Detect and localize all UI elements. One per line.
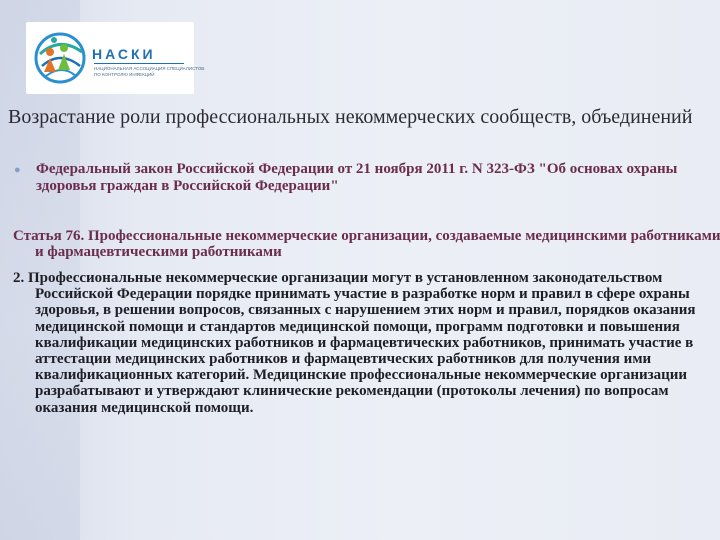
logo-divider [94, 63, 184, 64]
naski-logo [26, 22, 205, 94]
logo-name: НАСКИ [92, 46, 156, 62]
bullet-dot-icon: ● [14, 164, 21, 176]
bullet-item [14, 161, 714, 195]
globe-people-icon [32, 26, 90, 90]
logo-subtitle-line2: ПО КОНТРОЛЮ ИНФЕКЦИЙ [94, 72, 155, 77]
logo-subtitle-line1: НАЦИОНАЛЬНАЯ АССОЦИАЦИЯ СПЕЦИАЛИСТОВ [94, 66, 205, 71]
bullet-text: Федеральный закон Российской Федерации от 21 ноября 2011 г. N 323-ФЗ "Об основах охраны здоровья граждан в Российской Федерации" [36, 161, 678, 194]
article-heading: Статья 76. Профессиональные некоммерческие организации, создаваемые медицинскими работниками и фармацевтическими работниками [13, 228, 720, 260]
slide-title: Возрастание роли профессиональных некоммерческих сообществ, объединений [8, 106, 693, 128]
article-paragraph: 2. Профессиональные некоммерческие организации могут в установленном законодательством Российской Федерации порядке принимать участие в разработке норм и правил в сфере охраны здоровья, в решении вопросов, связанных с нарушением этих норм и правил, порядков оказания медицинской помощи и стандартов медицинской помощи, программ подготовки и повышения квалификации медицинских работников и фармацевтических работников, принимать участие в аттестации медицинских работников и фармацевтических работников для получения ими квалификационных категорий. Медицинские профессиональные некоммерческие организации разрабатывают и утверждают клинические рекомендации (протоколы лечения) по вопросам оказания медицинской помощи. [13, 270, 696, 416]
